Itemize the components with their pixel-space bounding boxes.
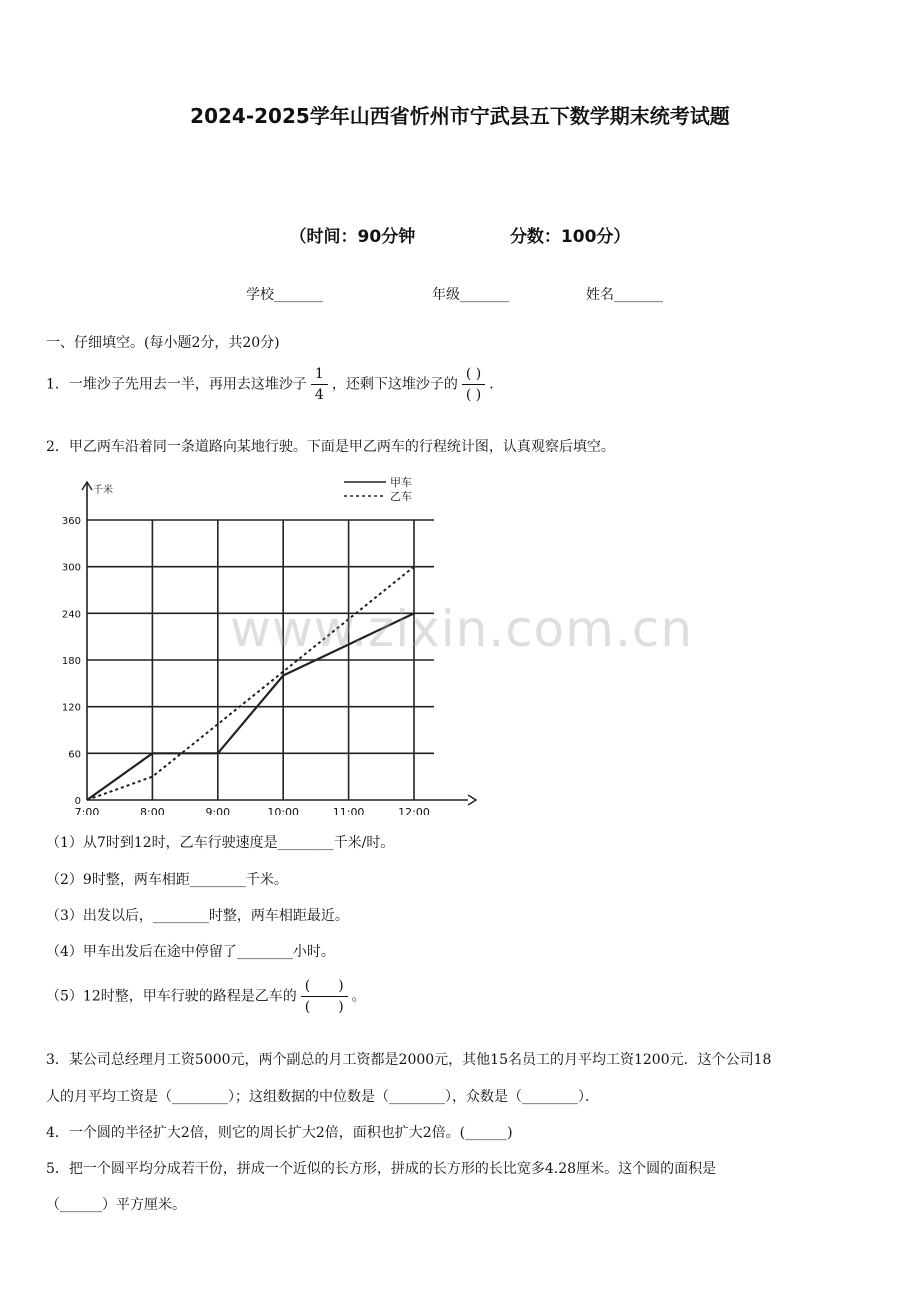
q2-text: 甲乙两车沿着同一条道路向某地行驶。下面是甲乙两车的行程统计图，认真观察后填空。 <box>68 439 615 455</box>
fraction-numerator: 1 <box>311 364 328 385</box>
question-3-line-2: 人的月平均工资是（________）；这组数据的中位数是（________），众数是（________）． <box>46 1089 599 1105</box>
sub-question-5 <box>46 976 366 1017</box>
sub-question-4: （4）甲车出发后在途中停留了________小时。 <box>46 944 335 960</box>
sub5-end: 。 <box>351 988 366 1005</box>
exam-meta <box>0 222 920 247</box>
y-tick-label: 0 <box>74 796 81 807</box>
sub-question-3: （3）出发以后，________时整，两车相距最近。 <box>46 908 349 924</box>
question-5-line-1: 5．把一个圆平均分成若干份，拼成一个近似的长方形，拼成的长方形的长比宽多4.28厘米。这个圆的面积是 <box>46 1161 717 1177</box>
answer-fraction-blank[interactable] <box>462 364 485 405</box>
x-tick-label: 12:00 <box>398 806 430 815</box>
y-tick-label: 60 <box>68 749 81 761</box>
y-axis-label: 千米 <box>93 485 113 496</box>
sub-question-1: （1）从7时到12时，乙车行驶速度是________千米/时。 <box>46 835 395 851</box>
blank-denominator: ( ) <box>304 999 344 1015</box>
x-tick-label: 7:00 <box>74 806 100 815</box>
sub-question-2: （2）9时整，两车相距________千米。 <box>46 872 288 888</box>
fraction-quarter <box>311 364 328 405</box>
y-tick-label: 360 <box>61 516 81 527</box>
x-axis-arrow <box>468 795 476 805</box>
q1-text-a: 一堆沙子先用去一半，再用去这堆沙子 <box>68 376 307 393</box>
x-tick-label: 11:00 <box>332 806 365 815</box>
blank-denominator: ( ) <box>465 387 482 403</box>
school-field: 学校_______ <box>246 287 323 303</box>
q1-number: 1． <box>46 376 69 393</box>
question-4: 4．一个圆的半径扩大2倍，则它的周长扩大2倍，面积也扩大2倍。(______) <box>46 1125 513 1141</box>
q1-text-c: ． <box>489 376 504 393</box>
q2-number: 2． <box>46 439 69 455</box>
question-1 <box>46 364 503 405</box>
y-tick-label: 300 <box>61 562 81 574</box>
blank-numerator: ( ) <box>462 364 485 385</box>
grade-field: 年级_______ <box>432 287 509 303</box>
question-3-line-1: 3．某公司总经理月工资5000元，两个副总的月工资都是2000元，其他15名员工的月平均工资1200元．这个公司18 <box>46 1052 772 1068</box>
question-2 <box>46 436 615 456</box>
name-field: 姓名_______ <box>586 287 663 303</box>
x-tick-label: 10:00 <box>267 806 300 815</box>
y-tick-label: 120 <box>61 702 81 714</box>
x-tick-label: 8:00 <box>140 806 165 815</box>
legend-label: 甲车 <box>390 476 412 489</box>
score-label: 分数：100分） <box>509 227 631 247</box>
exam-title: 2024-2025学年山西省忻州市宁武县五下数学期末统考试题 <box>190 104 730 128</box>
blank-numerator: ( ) <box>301 976 348 997</box>
fraction-denominator: 4 <box>314 387 324 403</box>
watermark: www.zixin.com.cn <box>230 600 694 658</box>
sub5-fraction-blank[interactable] <box>301 976 348 1017</box>
legend-label: 乙车 <box>390 490 412 503</box>
q1-text-b: ，还剩下这堆沙子的 <box>331 376 458 393</box>
question-5-line-2: （______）平方厘米。 <box>46 1197 186 1213</box>
sub5-text: （5）12时整，甲车行驶的路程是乙车的 <box>46 988 297 1005</box>
x-tick-label: 9:00 <box>205 806 231 815</box>
section-heading: 一、仔细填空。(每小题2分，共20分) <box>46 335 280 351</box>
time-label: （时间：90分钟 <box>289 227 416 247</box>
y-tick-label: 180 <box>61 656 81 667</box>
y-tick-label: 240 <box>61 609 81 621</box>
